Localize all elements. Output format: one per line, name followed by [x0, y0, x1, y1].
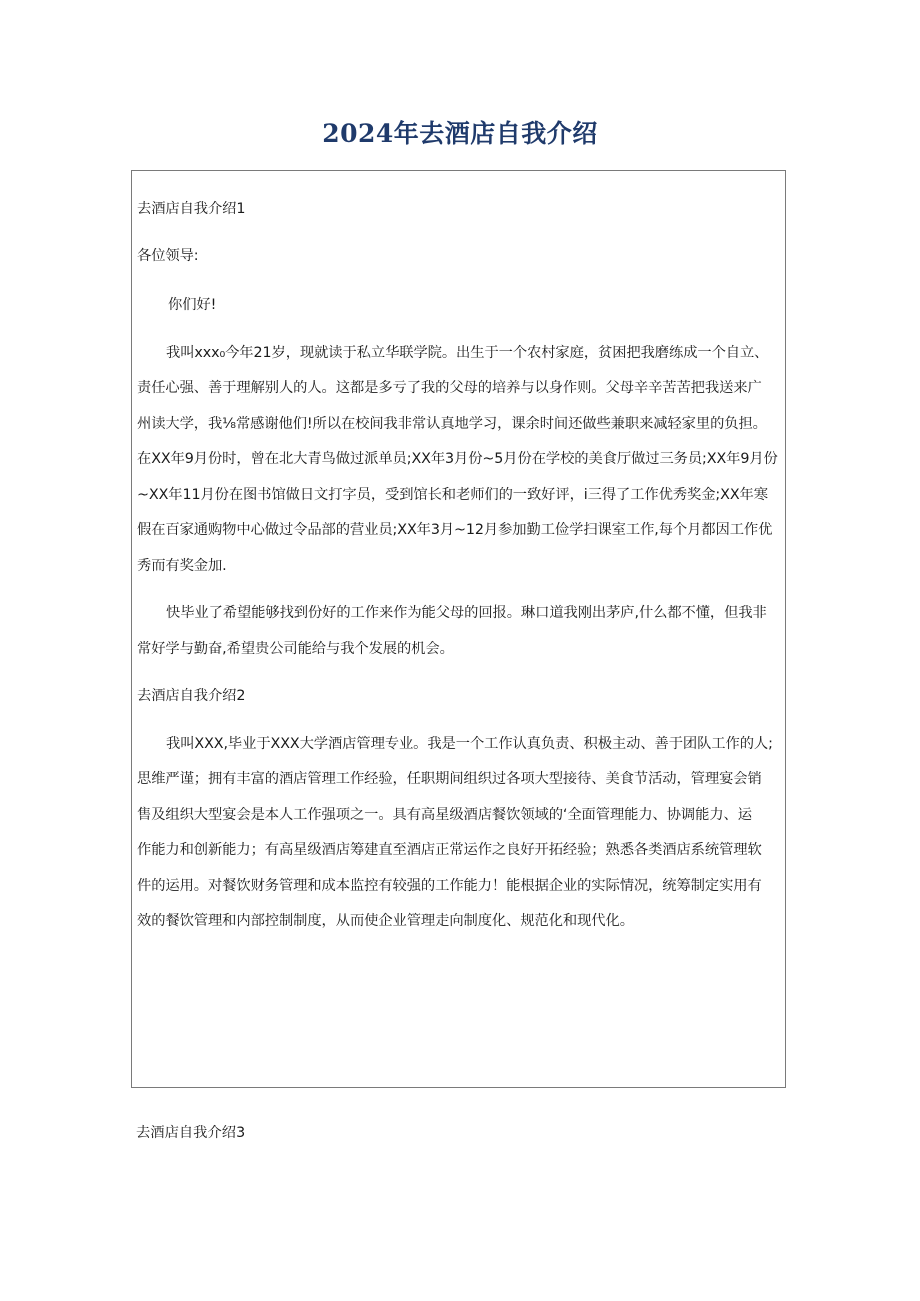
paragraph-line: 效的餐饮管理和内部控制制度，从而使企业管理走向制度化、规范化和现代化。	[137, 913, 634, 929]
paragraph-line: 作能力和创新能力；有高星级酒店筹建直至酒店正常运作之良好开拓经验；熟悉各类酒店系统管理软	[137, 842, 762, 858]
paragraph-line: ~XX年11月份在图书馆做日文打字员，受到馆长和老师们的一致好评，i三得了工作优秀奖金;XX年寒	[137, 486, 768, 503]
paragraph-line: 假在百家通购物中心做过令品部的营业员;XX年3月~12月参加勤工俭学扫课室工作,每个月都因工作优	[137, 522, 773, 538]
content-body	[137, 181, 781, 952]
paragraph-line: 我叫XXX,毕业于XXX大学酒店管理专业。我是一个工作认真负责、积极主动、善于团队工作的人;	[166, 735, 773, 752]
paragraph-line: 思维严谨；拥有丰富的酒店管理工作经验，任职期间组织过各项大型接待、美食节活动，管理宴会销	[137, 771, 762, 787]
salutation: 各位领导:	[137, 247, 199, 264]
section1-paragraph-2	[137, 596, 781, 667]
paragraph-line: 在XX年9月份时，曾在北大青鸟做过派单员;XX年3月份~5月份在学校的美食厅做过三务员;XX年9月份	[137, 451, 778, 467]
section-heading-2: 去酒店自我介绍2	[137, 688, 246, 704]
section1-paragraph-1	[137, 336, 781, 585]
content-frame	[131, 170, 786, 1088]
paragraph-line: 秀而有奖金加.	[137, 557, 227, 574]
section-heading-3: 去酒店自我介绍3	[136, 1125, 246, 1141]
paragraph-line: 件的运用。对餐饮财务管理和成本监控有较强的工作能力！能根据企业的实际情况，统筹制定实用有	[137, 877, 762, 894]
paragraph-line: 售及组织大型宴会是本人工作强项之一。具有高星级酒店餐饮领域的‘全面管理能力、协调能力、运	[137, 806, 752, 823]
document-title: 2024年去酒店自我介绍	[322, 119, 598, 148]
paragraph-line: 州读大学，我⅛常感谢他们!所以在校间我非常认真地学习，课余时间还做些兼职来减轻家里的负担。	[137, 415, 767, 432]
greeting: 你们好!	[168, 297, 217, 313]
paragraph-line: 常好学与勤奋,希望贵公司能给与我个发展的机会。	[137, 640, 454, 657]
section2-paragraph	[137, 727, 781, 940]
paragraph-line: 责任心强、善于理解别人的人。这都是多亏了我的父母的培养与以身作则。父母辛辛苦苦把我送来广	[137, 380, 762, 396]
paragraph-line: 我叫xxx₀今年21岁，现就读于私立华联学院。出生于一个农村家庭，贫困把我磨练成一个自立、	[166, 344, 769, 361]
section-heading-1: 去酒店自我介绍1	[137, 201, 246, 217]
paragraph-line: 快毕业了希望能够找到份好的工作来作为能父母的回报。琳口道我刚出茅庐,什么都不懂，但我非	[166, 605, 767, 621]
